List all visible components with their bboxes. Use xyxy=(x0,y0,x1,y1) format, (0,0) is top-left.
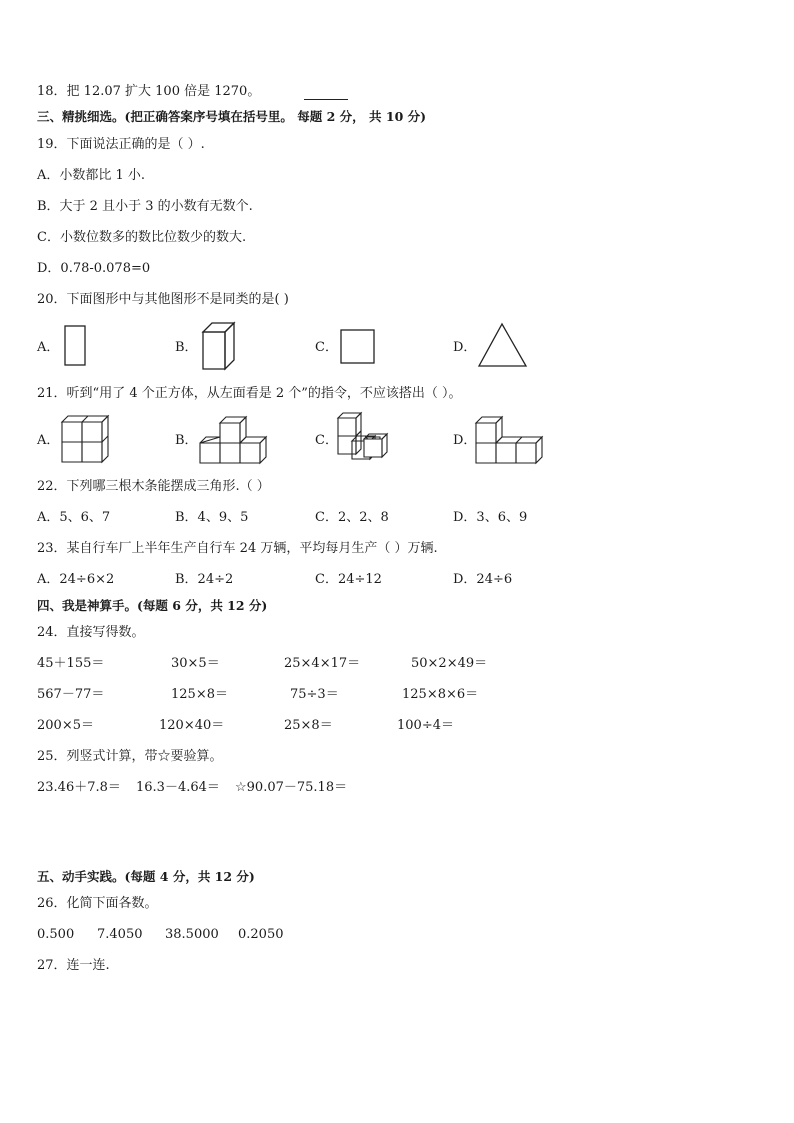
q23-option-a: A．24÷6×2 xyxy=(37,572,115,587)
q21-label-a: A． xyxy=(37,433,60,448)
q24-item: 120×40＝ xyxy=(159,718,225,733)
square-figure xyxy=(340,329,376,365)
q24-item: 45＋155＝ xyxy=(37,656,105,671)
q25-item: 23.46＋7.8＝ xyxy=(37,780,121,795)
section-5-title: 五、动手实践。(每题 4 分，共 12 分) xyxy=(37,869,255,884)
question-23-stem: 23．某自行车厂上半年生产自行车 24 万辆，平均每月生产（ ）万辆. xyxy=(37,541,438,556)
q26-item: 0.500 xyxy=(37,927,75,942)
question-18 xyxy=(37,84,348,100)
cube-stack-d-figure xyxy=(474,416,546,466)
q22-option-d: D．3、6、9 xyxy=(453,510,528,525)
question-22-stem: 22．下列哪三根木条能摆成三角形.（ ） xyxy=(37,479,270,494)
section-4-title: 四、我是神算手。(每题 6 分，共 12 分) xyxy=(37,598,268,613)
question-18-text: 18．把 12.07 扩大 100 倍是 1270。 xyxy=(37,84,261,99)
q26-item: 38.5000 xyxy=(165,927,219,942)
q24-item: 200×5＝ xyxy=(37,718,94,733)
q26-item: 7.4050 xyxy=(97,927,143,942)
question-19-option-d: D．0.78-0.078=0 xyxy=(37,261,151,276)
q20-label-c: C． xyxy=(315,340,338,355)
q23-option-c: C．24÷12 xyxy=(315,572,382,587)
q24-item: 125×8×6＝ xyxy=(402,687,479,702)
tall-rectangle-figure xyxy=(64,325,88,367)
question-19-option-b: B．大于 2 且小于 3 的小数有无数个. xyxy=(37,199,253,214)
q20-label-a: A． xyxy=(37,340,60,355)
q22-option-c: C．2、2、8 xyxy=(315,510,389,525)
q23-option-b: B．24÷2 xyxy=(175,572,234,587)
q26-item: 0.2050 xyxy=(238,927,284,942)
question-19-stem: 19．下面说法正确的是（ ）. xyxy=(37,137,205,152)
q24-item: 567－77＝ xyxy=(37,687,105,702)
q23-option-d: D．24÷6 xyxy=(453,572,513,587)
q24-item: 100÷4＝ xyxy=(397,718,454,733)
q24-item: 50×2×49＝ xyxy=(411,656,488,671)
q21-label-d: D． xyxy=(453,433,477,448)
question-24-stem: 24．直接写得数。 xyxy=(37,625,145,640)
q24-item: 125×8＝ xyxy=(171,687,228,702)
q22-option-b: B．4、9、5 xyxy=(175,510,249,525)
q25-item: 16.3－4.64＝ xyxy=(136,780,220,795)
question-20-stem: 20．下面图形中与其他图形不是同类的是( ) xyxy=(37,292,289,307)
q22-option-a: A．5、6、7 xyxy=(37,510,111,525)
q21-label-c: C． xyxy=(315,433,338,448)
question-27-stem: 27．连一连. xyxy=(37,958,110,973)
q24-item: 30×5＝ xyxy=(171,656,220,671)
q24-item: 25×8＝ xyxy=(284,718,333,733)
question-25-stem: 25．列竖式计算，带☆要验算。 xyxy=(37,749,223,764)
q21-label-b: B． xyxy=(175,433,198,448)
cube-stack-c-figure xyxy=(336,411,388,467)
q20-label-b: B． xyxy=(175,340,198,355)
triangle-figure xyxy=(478,322,528,368)
question-19-option-a: A．小数都比 1 小. xyxy=(37,168,146,183)
answer-blank[interactable] xyxy=(304,87,348,100)
question-19-option-c: C．小数位数多的数比位数少的数大. xyxy=(37,230,247,245)
section-3-title: 三、精挑细选。(把正确答案序号填在括号里。 每题 2 分， 共 10 分) xyxy=(37,109,427,124)
cube-stack-a-figure xyxy=(60,413,110,465)
q24-item: 25×4×17＝ xyxy=(284,656,361,671)
question-26-stem: 26．化简下面各数。 xyxy=(37,896,158,911)
cube-stack-b-figure xyxy=(198,416,268,466)
cuboid-figure xyxy=(201,321,239,371)
q25-item: ☆90.07－75.18＝ xyxy=(235,780,348,795)
question-21-stem: 21．听到“用了 4 个正方体，从左面看是 2 个”的指令，不应该搭出（ ）。 xyxy=(37,386,462,401)
q24-item: 75÷3＝ xyxy=(290,687,339,702)
q20-label-d: D． xyxy=(453,340,477,355)
